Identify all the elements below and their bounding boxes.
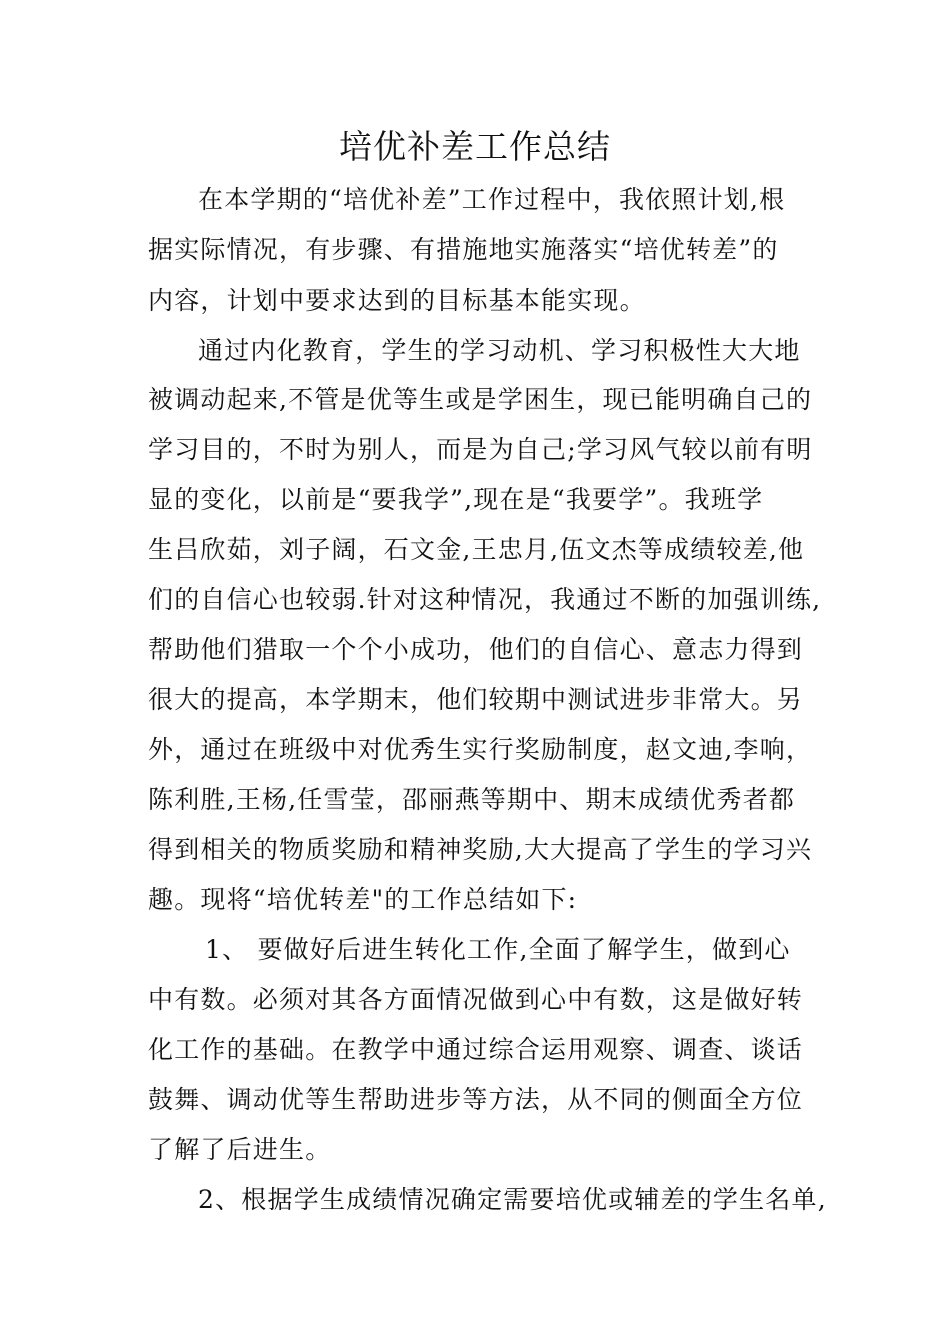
paragraph-2-line-7: 帮助他们猎取一个个小成功，他们的自信心、意志力得到 xyxy=(148,635,804,664)
paragraph-1-line-2: 据实际情况，有步骤、有措施地实施落实“培优转差”的 xyxy=(148,235,779,264)
paragraph-2-line-11: 得到相关的物质奖励和精神奖励,大大提高了学生的学习兴 xyxy=(148,835,813,864)
paragraph-3-line-2: 中有数。必须对其各方面情况做到心中有数，这是做好转 xyxy=(148,985,804,1014)
paragraph-2-line-9: 外，通过在班级中对优秀生实行奖励制度，赵文迪,李响， xyxy=(148,735,813,764)
paragraph-3-line-1: 1、 要做好后进生转化工作,全面了解学生，做到心 xyxy=(205,935,791,964)
paragraph-2-line-12: 趣。现将“培优转差"的工作总结如下: xyxy=(148,885,578,914)
paragraph-2-line-6: 们的自信心也较弱.针对这种情况，我通过不断的加强训练, xyxy=(148,585,822,614)
paragraph-4-line-1: 2、根据学生成绩情况确定需要培优或辅差的学生名单, xyxy=(198,1185,827,1214)
paragraph-2-line-4: 显的变化，以前是“要我学”,现在是“我要学”。我班学 xyxy=(148,485,764,514)
paragraph-2-line-10: 陈利胜,王杨,任雪莹，邵丽燕等期中、期末成绩优秀者都 xyxy=(148,785,796,814)
paragraph-2-line-1: 通过内化教育，学生的学习动机、学习积极性大大地 xyxy=(198,336,801,365)
paragraph-2-line-3: 学习目的，不时为别人，而是为自己;学习风气较以前有明 xyxy=(148,435,813,464)
paragraph-1-line-1: 在本学期的“培优补差”工作过程中，我依照计划,根 xyxy=(198,185,786,214)
paragraph-2-line-2: 被调动起来,不管是优等生或是学困生，现已能明确自己的 xyxy=(148,385,813,414)
paragraph-3-line-5: 了解了后进生。 xyxy=(148,1135,332,1164)
paragraph-3-line-3: 化工作的基础。在教学中通过综合运用观察、调查、谈话 xyxy=(148,1035,804,1064)
paragraph-2-line-8: 很大的提高，本学期末，他们较期中测试进步非常大。另 xyxy=(148,685,804,714)
paragraph-1-line-3: 内容，计划中要求达到的目标基本能实现。 xyxy=(148,286,646,315)
paragraph-2-line-5: 生吕欣茹，刘子阔，石文金,王忠月,伍文杰等成绩较差,他 xyxy=(148,535,805,564)
document-title: 培优补差工作总结 xyxy=(339,127,611,166)
paragraph-3-line-4: 鼓舞、调动优等生帮助进步等方法，从不同的侧面全方位 xyxy=(148,1085,804,1114)
